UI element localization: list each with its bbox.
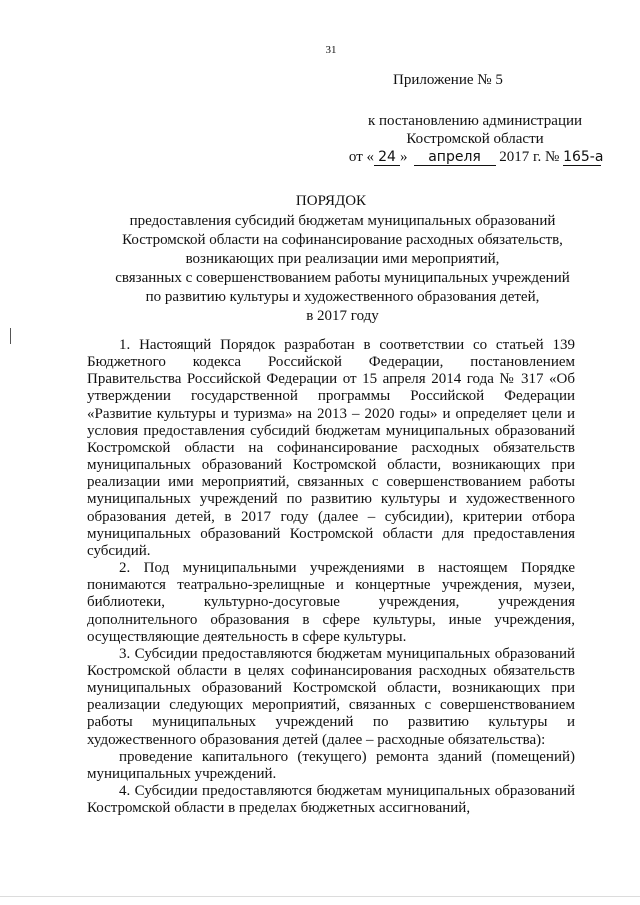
- date-prefix: от «: [348, 149, 375, 165]
- subtitle-line: в 2017 году: [306, 308, 379, 324]
- page-number: 31: [325, 44, 337, 56]
- subtitle-line: по развитию культуры и художественного образования детей,: [145, 289, 540, 305]
- scan-edge-line: [0, 896, 640, 897]
- appendix-date-line: [330, 148, 620, 166]
- appendix-line-2: Костромской области: [406, 131, 544, 147]
- subtitle-line: предоставления субсидий бюджетам муниципальных образований: [129, 213, 556, 229]
- appendix-line-1: к постановлению администрации: [367, 113, 583, 129]
- subtitle-line: возникающих при реализации ими мероприятий,: [185, 251, 500, 267]
- date-day: 24: [374, 149, 400, 166]
- paragraph-2: 2. Под муниципальными учреждениями в настоящем Порядке понимаются театрально-зрелищные и концертные учреждения, музеи, библиотеки, культурно-досуговые учреждения, учреждения дополнительного образования в сфере культуры, иные учреждения, осуществляющие деятельность в сфере культуры.: [87, 560, 575, 645]
- document-title: ПОРЯДОК: [295, 193, 367, 209]
- subtitle-line: связанных с совершенствованием работы муниципальных учреждений: [115, 270, 570, 286]
- paragraph-3-item: проведение капитального (текущего) ремонта зданий (помещений) муниципальных учреждений.: [87, 748, 575, 782]
- appendix-reference: [330, 112, 620, 166]
- appendix-title: Приложение № 5: [393, 72, 503, 88]
- paragraph-3: 3. Субсидии предоставляются бюджетам муниципальных образований Костромской области в целях софинансирования расходных обязательств муниципальных образований Костромской области, возникающих при реализации следующих мероприятий, связанных с совершенствованием работы муниципальных учреждений по развитию культуры и художественного образования детей (далее – расходные обязательства):: [87, 645, 575, 748]
- paragraph-4: 4. Субсидии предоставляются бюджетам муниципальных образований Костромской области в пределах бюджетных ассигнований,: [87, 783, 575, 817]
- document-number: 165-а: [563, 149, 604, 165]
- subtitle-line: Костромской области на софинансирование расходных обязательств,: [122, 232, 563, 248]
- scan-margin-mark: [10, 328, 11, 344]
- document-body: [87, 337, 575, 817]
- date-month: апреля: [414, 149, 496, 166]
- document-subtitle: [90, 212, 595, 326]
- date-year: 2017 г. №: [499, 149, 560, 165]
- paragraph-1: 1. Настоящий Порядок разработан в соответствии со статьей 139 Бюджетного кодекса Российской Федерации, постановлением Правительства Российской Федерации от 15 апреля 2014 года № 317 «Об утверждении государственной программы Российской Федерации «Развитие культуры и туризма» на 2013 – 2020 годы» и определяет цели и условия предоставления субсидий бюджетам муниципальных образований Костромской области на софинансирование расходных обязательств муниципальных образований Костромской области, возникающих при реализации ими мероприятий, связанных с совершенствованием работы муниципальных учреждений по развитию культуры и художественного образования детей, в 2017 году (далее – субсидии), критерии отбора муниципальных образований Костромской области для предоставления субсидий.: [87, 337, 575, 559]
- date-mid: »: [400, 149, 408, 165]
